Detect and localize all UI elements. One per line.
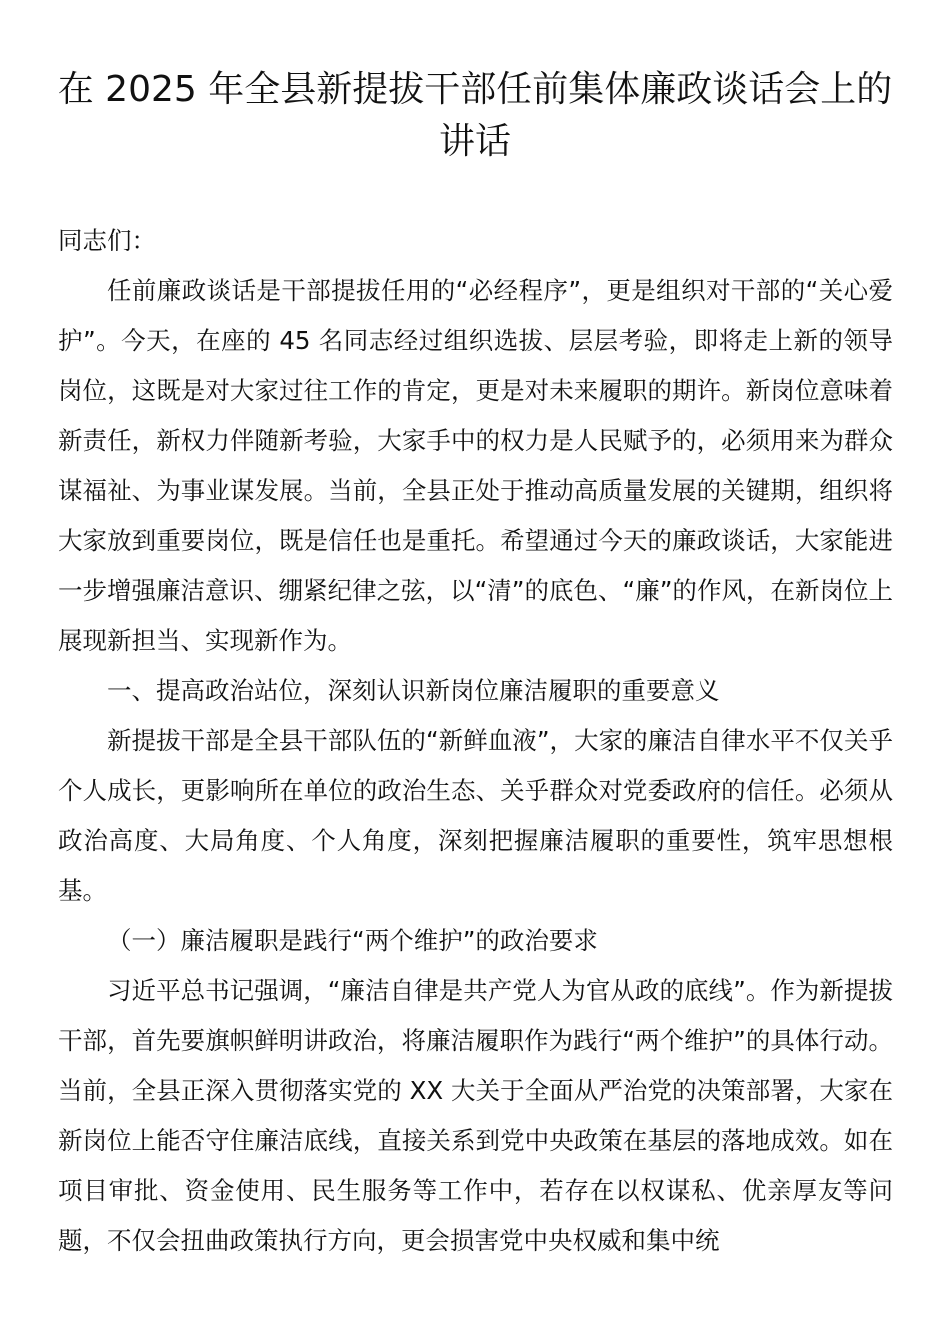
document-title: 在 2025 年全县新提拔干部任前集体廉政谈话会上的讲话 — [57, 69, 893, 162]
subsection-1-paragraph: 习近平总书记强调，“廉洁自律是共产党人为官从政的底线”。作为新提拔干部，首先要旗帜鲜明讲政治，将廉洁履职作为践行“两个维护”的具体行动。当前，全县正深入贯彻落实党的 XX 大关于全面从严治党的决策部署，大家在新岗位上能否守住廉洁底线，直接关系到党中央政策在基层的落地成效。如在项目审批、资金使用、民生服务等工作中，若存在以权谋私、优亲厚友等问题，不仅会扭曲政策执行方向，更会损害党中央权威和集中统 — [58, 976, 893, 1255]
subsection-heading-1: （一）廉洁履职是践行“两个维护”的政治要求 — [107, 926, 598, 955]
section-heading-1: 一、提高政治站位，深刻认识新岗位廉洁履职的重要意义 — [107, 676, 720, 705]
document-body — [58, 216, 893, 1266]
salutation: 同志们： — [58, 226, 156, 255]
intro-paragraph: 任前廉政谈话是干部提拔任用的“必经程序”，更是组织对干部的“关心爱护”。今天，在座的 45 名同志经过组织选拔、层层考验，即将走上新的领导岗位，这既是对大家过往工作的肯定，更是对未来履职的期许。新岗位意味着新责任，新权力伴随新考验，大家手中的权力是人民赋予的，必须用来为群众谋福祉、为事业谋发展。当前，全县正处于推动高质量发展的关键期，组织将大家放到重要岗位，既是信任也是重托。希望通过今天的廉政谈话，大家能进一步增强廉洁意识、绷紧纪律之弦，以“清”的底色、“廉”的作风，在新岗位上展现新担当、实现新作为。 — [58, 276, 893, 655]
section-1-paragraph: 新提拔干部是全县干部队伍的“新鲜血液”，大家的廉洁自律水平不仅关乎个人成长，更影响所在单位的政治生态、关乎群众对党委政府的信任。必须从政治高度、大局角度、个人角度，深刻把握廉洁履职的重要性，筑牢思想根基。 — [58, 726, 893, 905]
